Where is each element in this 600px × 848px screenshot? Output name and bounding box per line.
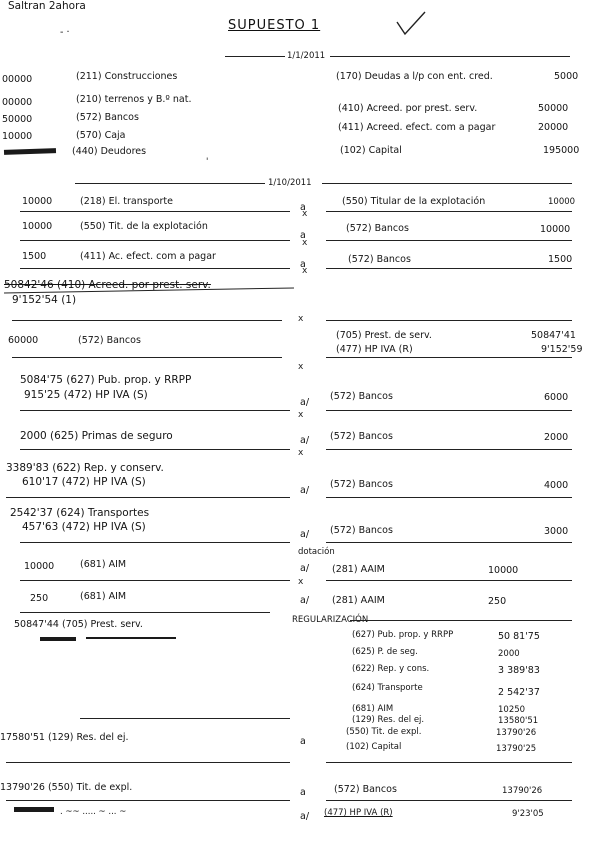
exp-3-right-amt: 4000 bbox=[544, 480, 569, 491]
sale-right-acc-1: (705) Prest. de serv. bbox=[336, 330, 432, 341]
checkmark-icon bbox=[393, 8, 429, 40]
reg-item-2-amt: 2000 bbox=[498, 649, 520, 659]
faded-line: . ~~ ..... ~ ... ~ bbox=[60, 807, 127, 817]
crossed-line-2: 9'152'54 (1) bbox=[12, 294, 77, 306]
reg-item-6-acc: (129) Res. del ej. bbox=[352, 715, 425, 725]
b1-right-acc-1: (170) Deudas a l/p con ent. cred. bbox=[336, 71, 493, 82]
exp-2-right-amt: 2000 bbox=[544, 432, 569, 443]
reg-item-1-amt: 50 81'75 bbox=[498, 631, 540, 642]
reg-item-4-acc: (624) Transporte bbox=[352, 683, 423, 693]
closing-right-amt-2: 13790'25 bbox=[496, 744, 537, 754]
entry-2-acc: (550) Tit. de la explotación bbox=[80, 221, 208, 232]
reg-item-2-acc: (625) P. de seg. bbox=[352, 647, 418, 657]
sale-right-acc-2: (477) HP IVA (R) bbox=[336, 344, 413, 355]
exp-3-line-2: 610'17 (472) HP IVA (S) bbox=[22, 476, 146, 488]
header-note: Saltran 2ahora bbox=[8, 0, 86, 12]
entry-3-right-acc: (572) Bancos bbox=[348, 254, 411, 265]
last-right-amt-2: 9'23'05 bbox=[512, 809, 544, 819]
reg-item-1-acc: (627) Pub. prop. y RRPP bbox=[352, 630, 454, 640]
scribble bbox=[14, 807, 54, 812]
entry-1-a: a bbox=[300, 202, 306, 213]
a-7: a/ bbox=[300, 811, 310, 822]
last-right-acc-2: (477) HP IVA (R) bbox=[324, 808, 393, 818]
entry-1-right-amt: 10000 bbox=[548, 197, 576, 207]
scribble bbox=[40, 637, 76, 641]
exp-4-right-acc: (572) Bancos bbox=[330, 525, 393, 536]
closing-right-acc-1: (550) Tit. de expl. bbox=[346, 727, 422, 737]
entry-3-a: a bbox=[300, 259, 306, 270]
a-2: a/ bbox=[300, 435, 310, 446]
amort-note: dotación bbox=[298, 547, 335, 557]
scribble bbox=[4, 148, 56, 155]
entry-2-right-acc: (572) Bancos bbox=[346, 223, 409, 234]
b1-left-acc-5: (440) Deudores bbox=[72, 146, 147, 157]
last-right-acc: (572) Bancos bbox=[334, 784, 397, 795]
a-3: a/ bbox=[300, 485, 310, 496]
exp-2-right-acc: (572) Bancos bbox=[330, 431, 393, 442]
exp-1-line-2: 915'25 (472) HP IVA (S) bbox=[24, 389, 148, 401]
b1-left-amt-3: 50000 bbox=[2, 114, 33, 125]
header-dash: - · bbox=[60, 27, 70, 38]
closing-a: a bbox=[300, 736, 306, 747]
sale-left-acc: (572) Bancos bbox=[78, 335, 141, 346]
b1-right-amt-1: 5000 bbox=[554, 71, 579, 82]
date-1: 1/1/2011 bbox=[287, 51, 326, 61]
b1-right-amt-2: 50000 bbox=[538, 103, 569, 114]
exp-3-right-acc: (572) Bancos bbox=[330, 479, 393, 490]
b1-right-acc-3: (411) Acreed. efect. com a pagar bbox=[338, 122, 496, 133]
b1-left-acc-4: (570) Caja bbox=[76, 130, 126, 141]
tick-mark: ' bbox=[206, 157, 209, 167]
amort-2-amt: 250 bbox=[30, 593, 49, 604]
entry-2-right-amt: 10000 bbox=[540, 224, 571, 235]
a-5: a/ bbox=[300, 563, 310, 574]
reg-item-4-amt: 2 542'37 bbox=[498, 687, 540, 698]
b1-left-acc-1: (211) Construcciones bbox=[76, 71, 178, 82]
a-4: a/ bbox=[300, 529, 310, 540]
entry-3-amt: 1500 bbox=[22, 251, 47, 262]
last-left: 13790'26 (550) Tit. de expl. bbox=[0, 782, 133, 793]
sale-right-amt-1: 50847'41 bbox=[531, 330, 576, 341]
reg-left-line: 50847'44 (705) Prest. serv. bbox=[14, 619, 143, 630]
last-right-amt: 13790'26 bbox=[502, 786, 543, 796]
closing-right-acc-2: (102) Capital bbox=[346, 742, 402, 752]
exp-1-right-acc: (572) Bancos bbox=[330, 391, 393, 402]
b1-right-amt-4: 195000 bbox=[543, 145, 580, 156]
b1-left-acc-2: (210) terrenos y B.º nat. bbox=[76, 94, 192, 105]
reg-item-3-acc: (622) Rep. y cons. bbox=[352, 664, 430, 674]
exp-2-line-1: 2000 (625) Primas de seguro bbox=[20, 430, 173, 442]
sale-right-amt-2: 9'152'59 bbox=[541, 344, 583, 355]
scribble bbox=[86, 637, 176, 639]
amort-1-amt: 10000 bbox=[24, 561, 55, 572]
exp-4-right-amt: 3000 bbox=[544, 526, 569, 537]
amort-2-right-amt: 250 bbox=[488, 596, 507, 607]
b1-left-acc-3: (572) Bancos bbox=[76, 112, 139, 123]
b1-left-amt-2: 00000 bbox=[2, 97, 33, 108]
date-2: 1/10/2011 bbox=[268, 178, 312, 188]
reg-item-5-amt: 10250 bbox=[498, 705, 526, 715]
exp-3-line-1: 3389'83 (622) Rep. y conserv. bbox=[6, 462, 164, 474]
reg-item-6-amt: 13580'51 bbox=[498, 716, 539, 726]
entry-1-right-acc: (550) Titular de la explotación bbox=[342, 196, 486, 207]
reg-item-5-acc: (681) AIM bbox=[352, 704, 394, 714]
entry-3-right-amt: 1500 bbox=[548, 254, 573, 265]
crossed-line-1: 50842'46 (410) Acreed. por prest. serv. bbox=[4, 279, 211, 291]
amort-1-right-amt: 10000 bbox=[488, 565, 519, 576]
page-title: SUPUESTO 1 bbox=[228, 18, 321, 33]
b1-left-amt-4: 10000 bbox=[2, 131, 33, 142]
b1-left-amt-1: 00000 bbox=[2, 74, 33, 85]
b1-right-acc-2: (410) Acreed. por prest. serv. bbox=[338, 103, 478, 114]
amort-1-right-acc: (281) AAIM bbox=[332, 564, 385, 575]
a-1: a/ bbox=[300, 397, 310, 408]
b1-right-acc-4: (102) Capital bbox=[340, 145, 402, 156]
amort-1-acc: (681) AIM bbox=[80, 559, 127, 570]
entry-2-amt: 10000 bbox=[22, 221, 53, 232]
reg-item-3-amt: 3 389'83 bbox=[498, 665, 540, 676]
entry-1-acc: (218) El. transporte bbox=[80, 196, 173, 207]
exp-1-line-1: 5084'75 (627) Pub. prop. y RRPP bbox=[20, 374, 192, 386]
a-6: a/ bbox=[300, 595, 310, 606]
amort-2-acc: (681) AIM bbox=[80, 591, 127, 602]
reg-label: REGULARIZACIÓN bbox=[292, 615, 369, 625]
closing-left: 17580'51 (129) Res. del ej. bbox=[0, 732, 129, 743]
amort-2-right-acc: (281) AAIM bbox=[332, 595, 385, 606]
b1-right-amt-3: 20000 bbox=[538, 122, 569, 133]
entry-3-acc: (411) Ac. efect. com a pagar bbox=[80, 251, 216, 262]
exp-1-right-amt: 6000 bbox=[544, 392, 569, 403]
last-a: a bbox=[300, 787, 306, 798]
exp-4-line-1: 2542'37 (624) Transportes bbox=[10, 507, 150, 519]
entry-2-a: a bbox=[300, 230, 306, 241]
entry-1-amt: 10000 bbox=[22, 196, 53, 207]
exp-4-line-2: 457'63 (472) HP IVA (S) bbox=[22, 521, 146, 533]
sale-left-amt: 60000 bbox=[8, 335, 39, 346]
closing-right-amt-1: 13790'26 bbox=[496, 728, 537, 738]
